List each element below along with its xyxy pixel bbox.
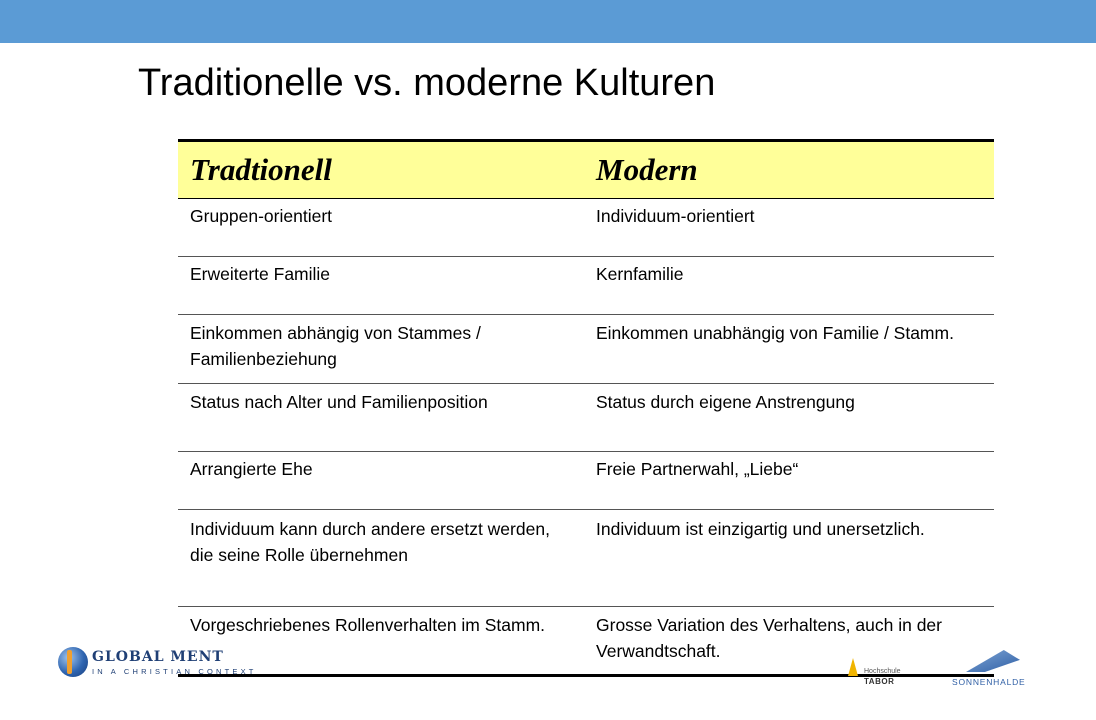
table-row bbox=[178, 452, 994, 510]
sonnenhalde-logo bbox=[946, 648, 1026, 690]
sonnenhalde-name-text: SONNENHALDE bbox=[952, 677, 1026, 687]
cell-modern: Einkommen unabhängig von Familie / Stamm. bbox=[596, 323, 954, 343]
tabor-mark-icon bbox=[848, 658, 858, 676]
slide-title: Traditionelle vs. moderne Kulturen bbox=[138, 62, 716, 104]
cell-traditional: Status nach Alter und Familienposition bbox=[190, 392, 488, 412]
cell-modern: Kernfamilie bbox=[596, 264, 684, 284]
cell-traditional: Vorgeschriebenes Rollenverhalten im Stamm. bbox=[190, 615, 546, 635]
table-row bbox=[178, 510, 994, 607]
cell-traditional: Arrangierte Ehe bbox=[190, 459, 313, 479]
cell-traditional: Gruppen-orientiert bbox=[190, 206, 333, 226]
tabor-small-text: Hochschule bbox=[864, 668, 901, 675]
hochschule-tabor-logo bbox=[846, 650, 916, 690]
cell-traditional: Erweiterte Familie bbox=[190, 264, 331, 284]
table-row bbox=[178, 257, 994, 315]
global-mentoring-logo bbox=[58, 646, 258, 680]
header-traditionell: Tradtionell bbox=[190, 152, 332, 187]
logo-sub-text: IN A CHRISTIAN CONTEXT bbox=[92, 667, 257, 676]
cell-traditional: Individuum kann durch andere ersetzt werden, die seine Rolle übernehmen bbox=[190, 519, 550, 565]
table-header-row bbox=[178, 142, 994, 199]
table-row bbox=[178, 315, 994, 384]
table-row bbox=[178, 199, 994, 257]
cell-traditional: Einkommen abhängig von Stammes / Familienbeziehung bbox=[190, 323, 481, 369]
sonnenhalde-wing-icon bbox=[966, 650, 1020, 672]
top-banner bbox=[0, 0, 1096, 43]
header-modern: Modern bbox=[596, 152, 698, 187]
comparison-table bbox=[178, 139, 994, 677]
cell-modern: Freie Partnerwahl, „Liebe“ bbox=[596, 459, 799, 479]
cell-modern: Status durch eigene Anstrengung bbox=[596, 392, 855, 412]
globe-icon bbox=[58, 647, 88, 677]
cell-modern: Individuum ist einzigartig und unersetzlich. bbox=[596, 519, 925, 539]
cell-modern: Individuum-orientiert bbox=[596, 206, 755, 226]
logo-main-text: GLOBAL MENT bbox=[92, 649, 224, 665]
tabor-name-text: TABOR bbox=[864, 677, 895, 686]
cell-modern: Grosse Variation des Verhaltens, auch in der Verwandtschaft. bbox=[596, 615, 942, 661]
table-row bbox=[178, 384, 994, 452]
